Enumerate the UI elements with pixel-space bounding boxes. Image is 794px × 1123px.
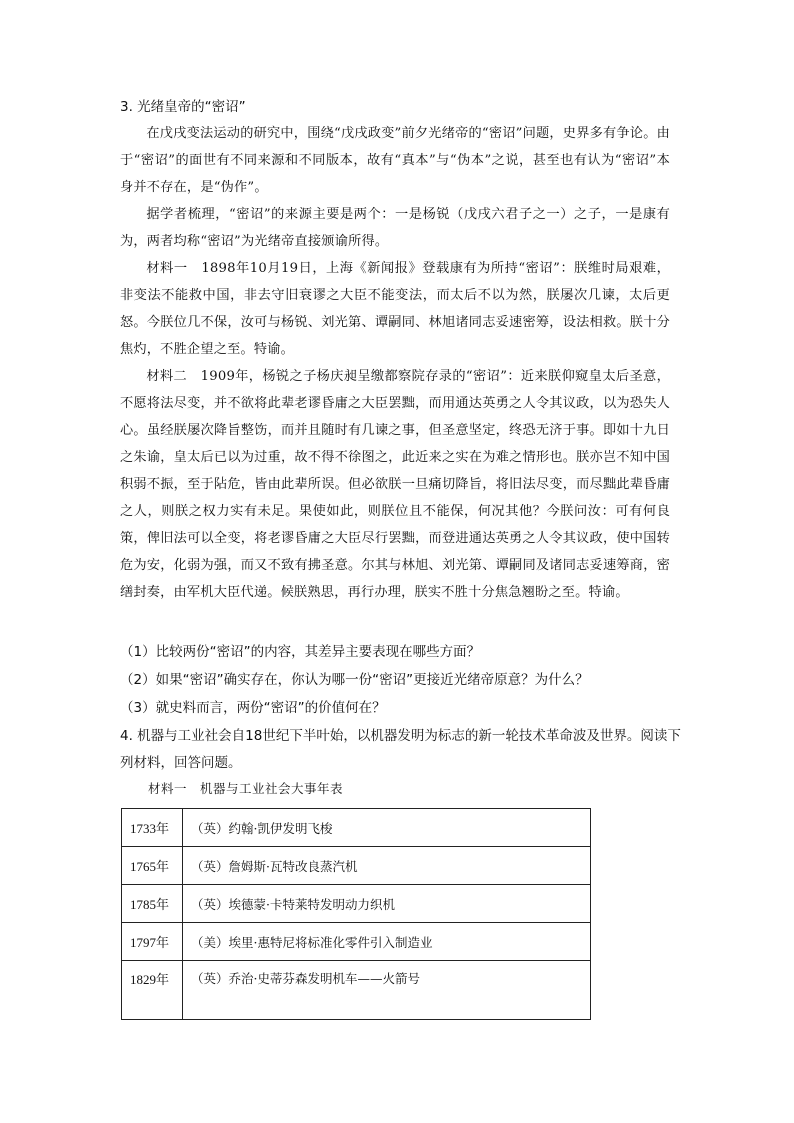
- year-cell: 1785年: [122, 885, 183, 923]
- year-cell: 1797年: [122, 923, 183, 961]
- table-row: [122, 847, 591, 885]
- events-timeline-table: [121, 808, 591, 1020]
- question-3-intro-paragraph-1: 在戊戌变法运动的研究中，围绕“戊戌政变”前夕光绪帝的“密诏”问题，史界多有争论。由于“密诏”的面世有不同来源和不同版本，故有“真本”与“伪本”之说，甚至也有认为“密诏”本身并不存在，是“伪作”。: [120, 126, 670, 195]
- event-cell: （英）乔治·史蒂芬森发明机车——火箭号: [183, 961, 591, 1020]
- year-cell: 1829年: [122, 961, 183, 1020]
- event-cell: （英）约翰·凯伊发明飞梭: [183, 809, 591, 847]
- question-4-intro: 4. 机器与工业社会自18世纪下半叶始，以机器发明为标志的新一轮技术革命波及世界。阅读下列材料，回答问题。: [120, 728, 681, 771]
- year-cell: 1765年: [122, 847, 183, 885]
- question-3-intro-paragraph-2: 据学者梳理，“密诏”的来源主要是两个：一是杨锐（戊戌六君子之一）之子，一是康有为，两者均称“密诏”为光绪帝直接颁谕所得。: [120, 207, 670, 249]
- material-1-paragraph: 材料一 1898年10月19日，上海《新闻报》登载康有为所持“密诏”：朕维时局艰难，非变法不能救中国，非去守旧衰谬之大臣不能变法，而太后不以为然，朕屡次几谏，太后更怒。今朕位几不保，汝可与杨锐、刘光第、谭嗣同、林旭诸同志妥速密筹，设法相救。朕十分焦灼，不胜企望之至。特谕。: [120, 261, 670, 357]
- question-3-heading: 3. 光绪皇帝的“密诏”: [120, 99, 246, 115]
- table-row: [122, 923, 591, 961]
- sub-question-1: （1）比较两份“密诏”的内容，其差异主要表现在哪些方面？: [120, 644, 481, 660]
- event-cell: （英）埃德蒙·卡特莱特发明动力织机: [183, 885, 591, 923]
- table-row: [122, 809, 591, 847]
- year-cell: 1733年: [122, 809, 183, 847]
- event-cell: （美）埃里·惠特尼将标准化零件引入制造业: [183, 923, 591, 961]
- sub-question-3: （3）就史料而言，两份“密诏”的价值何在？: [120, 700, 386, 716]
- table-row: [122, 961, 591, 1020]
- material-2-paragraph: 材料二 1909年，杨锐之子杨庆昶呈缴都察院存录的“密诏”：近来朕仰窥皇太后圣意，不愿将法尽变，并不欲将此辈老谬昏庸之大臣罢黜，而用通达英勇之人令其议政，以为恐失人心。虽经朕屡次降旨整饬，而并且随时有几谏之事，但圣意坚定，终恐无济于事。即如十九日之朱谕，皇太后已以为过重，故不得不徐图之，此近来之实在为难之情形也。朕亦岂不知中国积弱不振，至于阽危，皆由此辈所误。但必欲朕一旦痛切降旨，将旧法尽变，而尽黜此辈昏庸之人，则朕之权力实有未足。果使如此，则朕位且不能保，何况其他？今朕问汝：可有何良策，俾旧法可以全变，将老谬昏庸之大臣尽行罢黜，而登进通达英勇之人令其议政，使中国转危为安，化弱为强，而又不致有拂圣意。尔其与林旭、刘光第、谭嗣同及诸同志妥速筹商，密缮封奏，由军机大臣代递。候朕熟思，再行办理，朕实不胜十分焦急翘盼之至。特谕。: [120, 369, 670, 600]
- sub-question-2: （2）如果“密诏”确实存在，你认为哪一份“密诏”更接近光绪帝原意？为什么？: [120, 672, 589, 688]
- event-cell: （英）詹姆斯·瓦特改良蒸汽机: [183, 847, 591, 885]
- table-row: [122, 885, 591, 923]
- table-title: 材料一 机器与工业社会大事年表: [148, 781, 344, 796]
